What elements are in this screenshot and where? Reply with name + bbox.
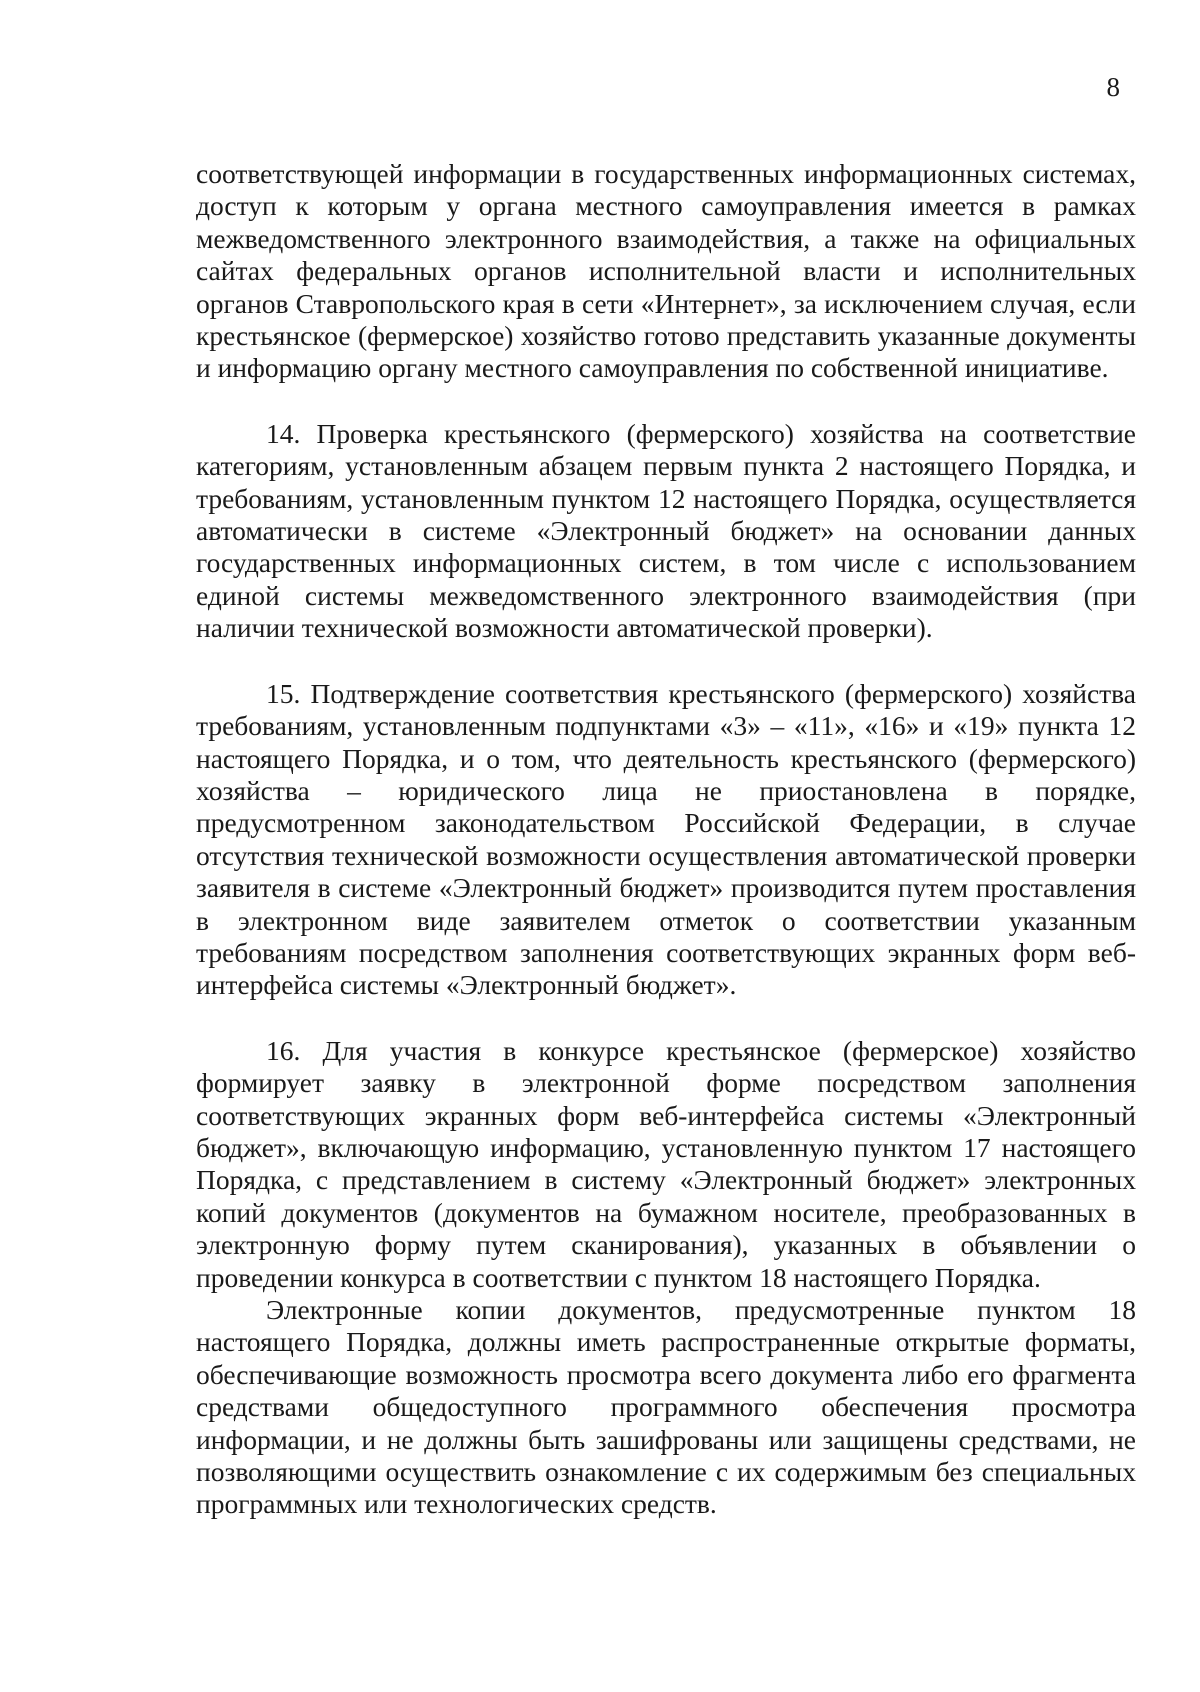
paragraph-continuation: соответствующей информации в государственных информационных системах, доступ к которым у органа местного самоуправления имеется в рамках межведомственного электронного взаимодействия, а также на официальных сайтах федеральных органов исполнительной власти и исполнительных органов Ставропольского края в сети «Интернет», за исключением случая, если крестьянское (фермерское) хозяйство готово представить указанные документы и информацию органу местного самоуправления по собственной инициативе.	[196, 158, 1136, 384]
paragraph-item-15: 15. Подтверждение соответствия крестьянского (фермерского) хозяйства требованиям, установленным подпунктами «3» – «11», «16» и «19» пункта 12 настоящего Порядка, и о том, что деятельность крестьянского (фермерского) хозяйства – юридического лица не приостановлена в порядке, предусмотренном законодательством Российской Федерации, в случае отсутствия технической возможности осуществления автоматической проверки заявителя в системе «Электронный бюджет» производится путем проставления в электронном виде заявителем отметок о соответствии указанным требованиям посредством заполнения соответствующих экранных форм веб-интерфейса системы «Электронный бюджет».	[196, 677, 1136, 1001]
document-body	[196, 158, 1136, 1521]
page-number: 8	[1106, 72, 1120, 102]
paragraph-electronic-copies: Электронные копии документов, предусмотренные пунктом 18 настоящего Порядка, должны иметь распространенные открытые форматы, обеспечивающие возможность просмотра всего документа либо его фрагмента средствами общедоступного программного обеспечения просмотра информации, и не должны быть зашифрованы или защищены средствами, не позволяющими осуществить ознакомление с их содержимым без специальных программных или технологических средств.	[196, 1294, 1136, 1520]
paragraph-item-16: 16. Для участия в конкурсе крестьянское (фермерское) хозяйство формирует заявку в электронной форме посредством заполнения соответствующих экранных форм веб-интерфейса системы «Электронный бюджет», включающую информацию, установленную пунктом 17 настоящего Порядка, с представлением в систему «Электронный бюджет» электронных копий документов (документов на бумажном носителе, преобразованных в электронную форму путем сканирования), указанных в объявлении о проведении конкурса в соответствии с пунктом 18 настоящего Порядка.	[196, 1034, 1136, 1293]
paragraph-item-14: 14. Проверка крестьянского (фермерского) хозяйства на соответствие категориям, установленным абзацем первым пункта 2 настоящего Порядка, и требованиям, установленным пунктом 12 настоящего Порядка, осуществляется автоматически в системе «Электронный бюджет» на основании данных государственных информационных систем, в том числе с использованием единой системы межведомственного электронного взаимодействия (при наличии технической возможности автоматической проверки).	[196, 417, 1136, 644]
